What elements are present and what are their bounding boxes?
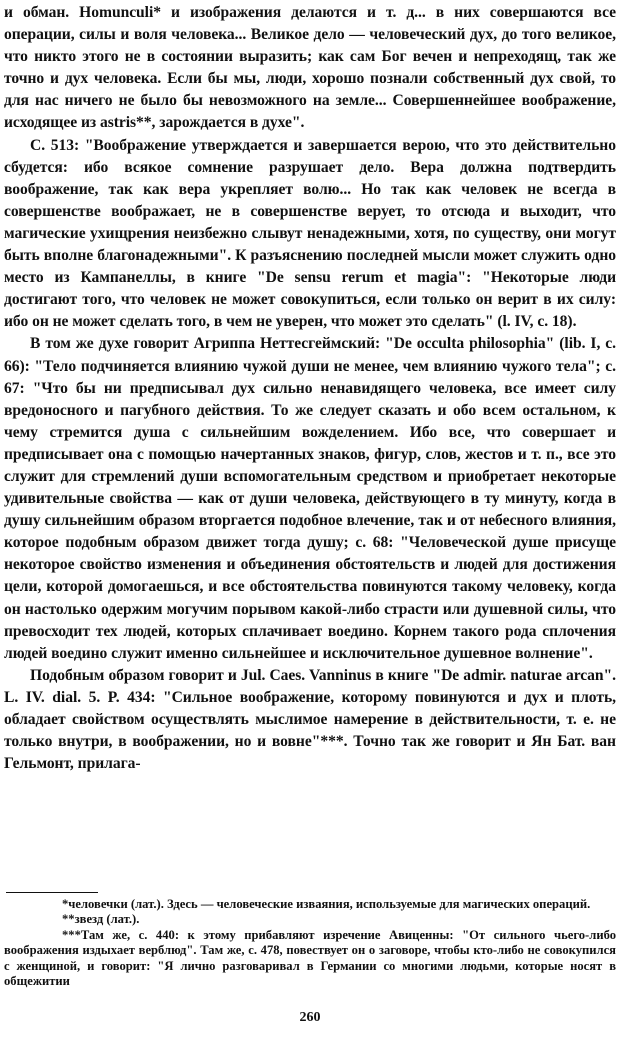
paragraph-2: С. 513: "Воображение утверждается и завершается верою, что это действительно сбудется: ибо всякое сомнение разрушает дело. Вера должна подтвердить воображение, так как вера укрепляет волю... Но так как человек не всегда в совершенстве воображает, не в совершенстве верует, то отсюда и выходит, что магические ухищрения неизбежно слывут ненадежными, хотя, по существу, они могут быть вполне благонадежными". К разъяснению последней мысли может служить одно место из Кампанеллы, в книге "De sensu rerum et magia": "Некоторые люди достигают того, что человек не может совокупиться, если только он верит в их силу: ибо он не может сделать того, в чем не уверен, что может это сделать" (l. IV, с. 18). (4, 136, 616, 331)
footnote-1: *человечки (лат.). Здесь — человеческие изваяния, используемые для магических операций. (62, 897, 591, 911)
footnote-divider (6, 892, 98, 893)
footnote-3: ***Там же, с. 440: к этому прибавляют изречение Авиценны: "От сильного чьего-либо воображения издыхает верблюд". Там же, с. 478, повествует он о заговоре, чтобы кто-либо не совокупился с женщиной, и говорит: "Я лично разговаривал в Германии со многими людьми, которые носят в общежитии (4, 927, 616, 989)
footnotes (4, 897, 616, 989)
paragraph-1: и обман. Homunculi* и изображения делаются и т. д... в них совершаются все операции, силы и воля человека... Великое дело — человеческий дух, до того великое, что никто этого не в состоянии выразить; как сам Бог вечен и непреходящ, так же точно и дух человека. Если бы мы, люди, хорошо познали собственный дух свой, то для нас ничего не было бы невозможного на земле... Совершеннейшее воображение, исходящее из astris**, зарождается в духе". (4, 4, 616, 132)
page-number: 260 (299, 1010, 321, 1025)
paragraph-4: Подобным образом говорит и Jul. Caes. Vanninus в книге "De admir. naturae arcan". L. IV. dial. 5. P. 434: "Сильное воображение, которому повинуются и дух и плоть, обладает свойством осуществлять мыслимое намерение в действительности, т. е. не только внутри, в воображении, но и вовне"***. Точно так же говорит и Ян Бат. ван Гельмонт, прилага- (4, 666, 616, 773)
paragraph-3: В том же духе говорит Агриппа Неттесгеймский: "De occulta philosophia" (lib. I, с. 66): "Тело подчиняется влиянию чужой души не менее, чем влиянию чужого тела"; с. 67: "Что бы ни предписывал дух сильно ненавидящего человека, все имеет силу вредоносного и пагубного действия. То же следует сказать и обо всем остальном, к чему стремится душа с сильнейшим вожделением. Ибо все, что совершает и предписывает она с помощью начертанных знаков, фигур, слов, жестов и т. п., все это служит для стремлений души вспомогательным средством и приобретает некоторые удивительные свойства — как от души человека, действующего в ту минуту, когда в душу сильнейшим образом вторгается подобное влечение, так и от небесного влияния, которое подобным образом движет тогда душу; с. 68: "Человеческой душе присуще некоторое свойство изменения и объединения обстоятельств и людей для достижения цели, которой домогаешься, и все обстоятельства повинуются такому человеку, когда он настолько одержим могучим порывом какой-либо страсти или душевной силы, что превосходит тех людей, которых сплачивает воедино. Корнем такого рода сплочения людей воедино служит именно сильнейшее и исключительное душевное волнение". (4, 335, 616, 662)
footnote-2: **звезд (лат.). (62, 912, 140, 927)
main-text (4, 2, 616, 775)
book-page (4, 2, 616, 1037)
